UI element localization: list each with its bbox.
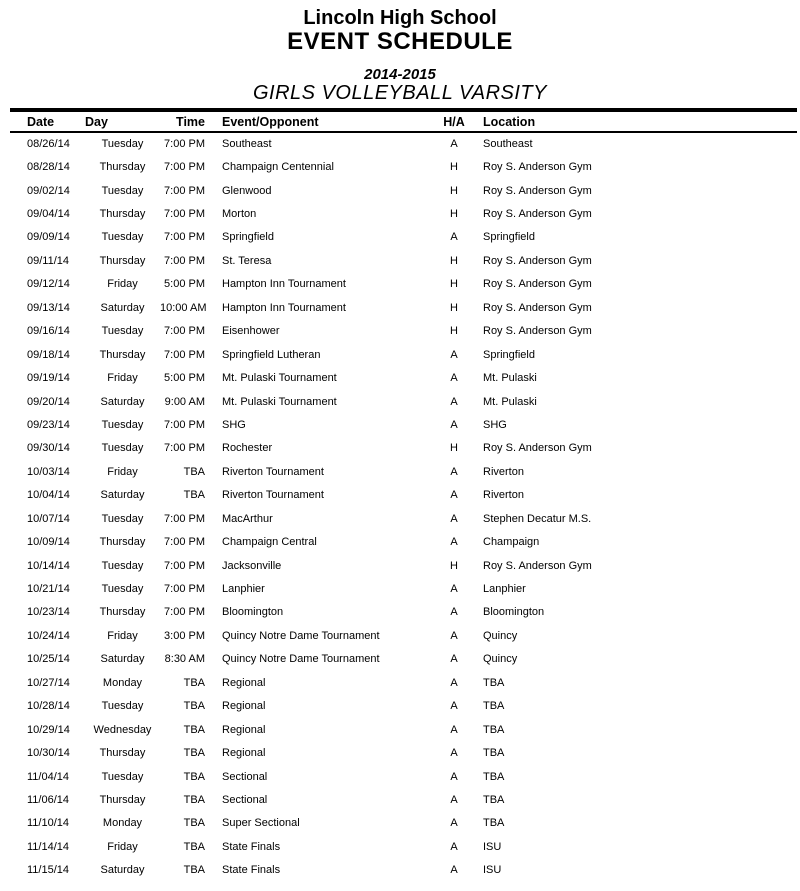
date-cell: 09/23/14 <box>27 418 70 431</box>
date-cell: 08/28/14 <box>27 161 70 174</box>
schedule-row <box>10 460 797 483</box>
day-cell: Thursday <box>99 606 146 619</box>
date-cell: 09/19/14 <box>27 372 70 385</box>
home-away-cell: A <box>450 348 458 361</box>
time-cell: 7:00 PM <box>164 418 205 431</box>
home-away-cell: H <box>450 208 458 221</box>
time-cell: 10:00 AM <box>160 301 207 314</box>
event-cell: State Finals <box>222 840 281 853</box>
home-away-cell: A <box>450 770 458 783</box>
day-cell: Saturday <box>100 395 145 408</box>
day-cell: Tuesday <box>101 512 144 525</box>
event-cell: Sectional <box>222 793 268 806</box>
event-cell: Jacksonville <box>222 559 282 572</box>
location-cell: Roy S. Anderson Gym <box>483 325 592 338</box>
home-away-cell: A <box>450 793 458 806</box>
home-away-cell: A <box>450 231 458 244</box>
date-cell: 09/20/14 <box>27 395 70 408</box>
day-cell: Thursday <box>99 208 146 221</box>
schedule-row <box>10 484 797 507</box>
home-away-cell: A <box>450 747 458 760</box>
schedule-row <box>10 226 797 249</box>
team-label: GIRLS VOLLEYBALL VARSITY <box>253 82 547 104</box>
day-cell: Monday <box>102 676 143 689</box>
home-away-cell: A <box>450 629 458 642</box>
day-cell: Tuesday <box>101 325 144 338</box>
home-away-cell: A <box>450 418 458 431</box>
home-away-cell: A <box>450 676 458 689</box>
home-away-cell: A <box>450 723 458 736</box>
event-cell: Bloomington <box>222 606 284 619</box>
location-cell: TBA <box>483 793 505 806</box>
schedule-row <box>10 296 797 319</box>
location-cell: TBA <box>483 747 505 760</box>
location-cell: ISU <box>483 864 502 877</box>
time-cell: 7:00 PM <box>164 606 205 619</box>
day-column-header: Day <box>85 114 108 129</box>
day-cell: Wednesday <box>93 723 152 736</box>
location-cell: TBA <box>483 723 505 736</box>
day-cell: Tuesday <box>101 231 144 244</box>
date-cell: 09/18/14 <box>27 348 70 361</box>
day-cell: Thursday <box>99 348 146 361</box>
time-cell: TBA <box>183 793 205 806</box>
date-cell: 10/28/14 <box>27 700 70 713</box>
location-cell: Roy S. Anderson Gym <box>483 442 592 455</box>
home-away-cell: A <box>450 583 458 596</box>
time-cell: 7:00 PM <box>164 161 205 174</box>
home-away-column-header: H/A <box>443 114 465 129</box>
event-cell: State Finals <box>222 864 281 877</box>
time-cell: 7:00 PM <box>164 583 205 596</box>
home-away-cell: A <box>450 653 458 666</box>
home-away-cell: A <box>450 817 458 830</box>
event-cell: Riverton Tournament <box>222 489 324 502</box>
location-cell: TBA <box>483 700 505 713</box>
home-away-cell: A <box>450 395 458 408</box>
time-cell: 7:00 PM <box>164 231 205 244</box>
home-away-cell: A <box>450 700 458 713</box>
schedule-row <box>10 601 797 624</box>
schedule-row <box>10 530 797 553</box>
location-cell: TBA <box>483 676 505 689</box>
schedule-row <box>10 155 797 178</box>
event-cell: Quincy Notre Dame Tournament <box>222 653 380 666</box>
event-cell: Sectional <box>222 770 268 783</box>
event-cell: Champaign Central <box>222 536 317 549</box>
school-name: Lincoln High School <box>303 7 497 29</box>
event-cell: Morton <box>222 208 257 221</box>
time-cell: TBA <box>183 817 205 830</box>
event-column-header: Event/Opponent <box>222 114 319 129</box>
home-away-cell: A <box>450 489 458 502</box>
event-cell: Riverton Tournament <box>222 465 324 478</box>
event-cell: Rochester <box>222 442 273 455</box>
location-cell: TBA <box>483 770 505 783</box>
day-cell: Thursday <box>99 161 146 174</box>
schedule-row <box>10 577 797 600</box>
schedule-row <box>10 343 797 366</box>
schedule-row <box>10 648 797 671</box>
time-cell: TBA <box>183 770 205 783</box>
date-cell: 10/30/14 <box>27 747 70 760</box>
event-cell: Springfield Lutheran <box>222 348 321 361</box>
schedule-row <box>10 671 797 694</box>
time-cell: 8:30 AM <box>164 653 205 666</box>
time-cell: 7:00 PM <box>164 559 205 572</box>
day-cell: Monday <box>102 817 143 830</box>
time-column-header: Time <box>176 114 205 129</box>
location-cell: Roy S. Anderson Gym <box>483 301 592 314</box>
schedule-table-header <box>10 110 797 132</box>
schedule-row <box>10 835 797 858</box>
day-cell: Tuesday <box>101 138 144 151</box>
day-cell: Tuesday <box>101 559 144 572</box>
schedule-row <box>10 624 797 647</box>
location-cell: Roy S. Anderson Gym <box>483 278 592 291</box>
time-cell: TBA <box>183 700 205 713</box>
time-cell: TBA <box>183 840 205 853</box>
time-cell: 9:00 AM <box>164 395 205 408</box>
location-cell: Champaign <box>483 536 540 549</box>
day-cell: Tuesday <box>101 442 144 455</box>
schedule-row <box>10 718 797 741</box>
day-cell: Friday <box>107 278 138 291</box>
schedule-row <box>10 507 797 530</box>
time-cell: 7:00 PM <box>164 348 205 361</box>
time-cell: 5:00 PM <box>164 372 205 385</box>
day-cell: Thursday <box>99 747 146 760</box>
time-cell: 5:00 PM <box>164 278 205 291</box>
time-cell: 7:00 PM <box>164 512 205 525</box>
date-cell: 09/11/14 <box>27 254 70 267</box>
event-cell: SHG <box>222 418 246 431</box>
home-away-cell: A <box>450 840 458 853</box>
date-cell: 09/13/14 <box>27 301 70 314</box>
location-cell: SHG <box>483 418 507 431</box>
header-row <box>10 110 797 132</box>
home-away-cell: H <box>450 442 458 455</box>
schedule-row <box>10 390 797 413</box>
location-cell: Riverton <box>483 465 524 478</box>
event-cell: Regional <box>222 723 266 736</box>
day-cell: Friday <box>107 372 138 385</box>
date-cell: 10/14/14 <box>27 559 70 572</box>
date-cell: 08/26/14 <box>27 138 70 151</box>
time-cell: 7:00 PM <box>164 442 205 455</box>
day-cell: Friday <box>107 629 138 642</box>
schedule-row <box>10 179 797 202</box>
home-away-cell: H <box>450 161 458 174</box>
event-cell: Mt. Pulaski Tournament <box>222 395 337 408</box>
home-away-cell: H <box>450 325 458 338</box>
date-cell: 11/14/14 <box>27 840 70 853</box>
time-cell: TBA <box>183 747 205 760</box>
schedule-row <box>10 249 797 272</box>
schedule-row <box>10 273 797 296</box>
event-cell: Eisenhower <box>222 325 280 338</box>
day-cell: Thursday <box>99 793 146 806</box>
time-cell: 3:00 PM <box>164 629 205 642</box>
day-cell: Thursday <box>99 254 146 267</box>
date-cell: 09/12/14 <box>27 278 70 291</box>
event-cell: St. Teresa <box>222 254 272 267</box>
event-cell: Regional <box>222 676 266 689</box>
date-column-header: Date <box>27 114 55 129</box>
day-cell: Saturday <box>100 864 145 877</box>
location-cell: Quincy <box>483 629 518 642</box>
schedule-row <box>10 812 797 835</box>
event-cell: Quincy Notre Dame Tournament <box>222 629 380 642</box>
schedule-table-body <box>10 132 797 882</box>
location-cell: Roy S. Anderson Gym <box>483 161 592 174</box>
event-cell: Lanphier <box>222 583 265 596</box>
event-cell: Hampton Inn Tournament <box>222 278 346 291</box>
date-cell: 09/02/14 <box>27 184 70 197</box>
date-cell: 09/16/14 <box>27 325 70 338</box>
date-cell: 10/25/14 <box>27 653 70 666</box>
event-cell: Champaign Centennial <box>222 161 334 174</box>
event-cell: Hampton Inn Tournament <box>222 301 346 314</box>
day-cell: Tuesday <box>101 770 144 783</box>
location-column-header: Location <box>483 114 536 129</box>
time-cell: TBA <box>183 864 205 877</box>
time-cell: TBA <box>183 489 205 502</box>
time-cell: 7:00 PM <box>164 184 205 197</box>
date-cell: 10/24/14 <box>27 629 70 642</box>
schedule-row <box>10 741 797 764</box>
home-away-cell: A <box>450 512 458 525</box>
date-cell: 10/03/14 <box>27 465 70 478</box>
location-cell: Stephen Decatur M.S. <box>483 512 592 525</box>
schedule-row <box>10 859 797 882</box>
home-away-cell: A <box>450 465 458 478</box>
home-away-cell: A <box>450 372 458 385</box>
date-cell: 10/27/14 <box>27 676 70 689</box>
document-title: EVENT SCHEDULE <box>287 28 513 55</box>
time-cell: TBA <box>183 465 205 478</box>
date-cell: 10/29/14 <box>27 723 70 736</box>
date-cell: 10/04/14 <box>27 489 70 502</box>
schedule-row <box>10 413 797 436</box>
home-away-cell: A <box>450 864 458 877</box>
location-cell: Springfield <box>483 231 535 244</box>
date-cell: 11/15/14 <box>27 864 70 877</box>
location-cell: Roy S. Anderson Gym <box>483 184 592 197</box>
home-away-cell: A <box>450 536 458 549</box>
date-cell: 11/06/14 <box>27 793 70 806</box>
home-away-cell: H <box>450 559 458 572</box>
day-cell: Tuesday <box>101 184 144 197</box>
time-cell: 7:00 PM <box>164 536 205 549</box>
schedule-row <box>10 695 797 718</box>
event-cell: Glenwood <box>222 184 272 197</box>
time-cell: 7:00 PM <box>164 208 205 221</box>
location-cell: ISU <box>483 840 502 853</box>
event-cell: Regional <box>222 700 266 713</box>
day-cell: Thursday <box>99 536 146 549</box>
day-cell: Tuesday <box>101 418 144 431</box>
location-cell: Springfield <box>483 348 535 361</box>
home-away-cell: A <box>450 138 458 151</box>
home-away-cell: H <box>450 254 458 267</box>
event-cell: Mt. Pulaski Tournament <box>222 372 337 385</box>
schedule-table <box>10 108 797 882</box>
location-cell: Riverton <box>483 489 524 502</box>
location-cell: Mt. Pulaski <box>483 372 537 385</box>
time-cell: 7:00 PM <box>164 254 205 267</box>
event-cell: Springfield <box>222 231 274 244</box>
date-cell: 10/07/14 <box>27 512 70 525</box>
home-away-cell: A <box>450 606 458 619</box>
location-cell: Roy S. Anderson Gym <box>483 559 592 572</box>
location-cell: Roy S. Anderson Gym <box>483 254 592 267</box>
date-cell: 10/09/14 <box>27 536 70 549</box>
date-cell: 11/04/14 <box>27 770 70 783</box>
day-cell: Tuesday <box>101 583 144 596</box>
schedule-row <box>10 788 797 811</box>
event-cell: Super Sectional <box>222 817 300 830</box>
date-cell: 10/21/14 <box>27 583 70 596</box>
time-cell: 7:00 PM <box>164 325 205 338</box>
day-cell: Tuesday <box>101 700 144 713</box>
schedule-row <box>10 320 797 343</box>
schedule-row <box>10 202 797 225</box>
season-label: 2014-2015 <box>364 66 436 83</box>
location-cell: Bloomington <box>483 606 545 619</box>
document-header <box>0 0 800 104</box>
schedule-row <box>10 132 797 155</box>
schedule-row <box>10 366 797 389</box>
event-cell: MacArthur <box>222 512 273 525</box>
day-cell: Friday <box>107 465 138 478</box>
time-cell: TBA <box>183 723 205 736</box>
location-cell: Roy S. Anderson Gym <box>483 208 592 221</box>
location-cell: Quincy <box>483 653 518 666</box>
date-cell: 11/10/14 <box>27 817 70 830</box>
location-cell: TBA <box>483 817 505 830</box>
schedule-row <box>10 437 797 460</box>
date-cell: 09/04/14 <box>27 208 70 221</box>
home-away-cell: H <box>450 301 458 314</box>
date-cell: 10/23/14 <box>27 606 70 619</box>
event-cell: Regional <box>222 747 266 760</box>
date-cell: 09/30/14 <box>27 442 70 455</box>
schedule-row <box>10 554 797 577</box>
schedule-row <box>10 765 797 788</box>
day-cell: Saturday <box>100 489 145 502</box>
time-cell: TBA <box>183 676 205 689</box>
time-cell: 7:00 PM <box>164 138 205 151</box>
location-cell: Lanphier <box>483 583 526 596</box>
location-cell: Southeast <box>483 138 533 151</box>
date-cell: 09/09/14 <box>27 231 70 244</box>
day-cell: Saturday <box>100 653 145 666</box>
event-cell: Southeast <box>222 138 272 151</box>
day-cell: Saturday <box>100 301 145 314</box>
location-cell: Mt. Pulaski <box>483 395 537 408</box>
day-cell: Friday <box>107 840 138 853</box>
home-away-cell: H <box>450 184 458 197</box>
home-away-cell: H <box>450 278 458 291</box>
